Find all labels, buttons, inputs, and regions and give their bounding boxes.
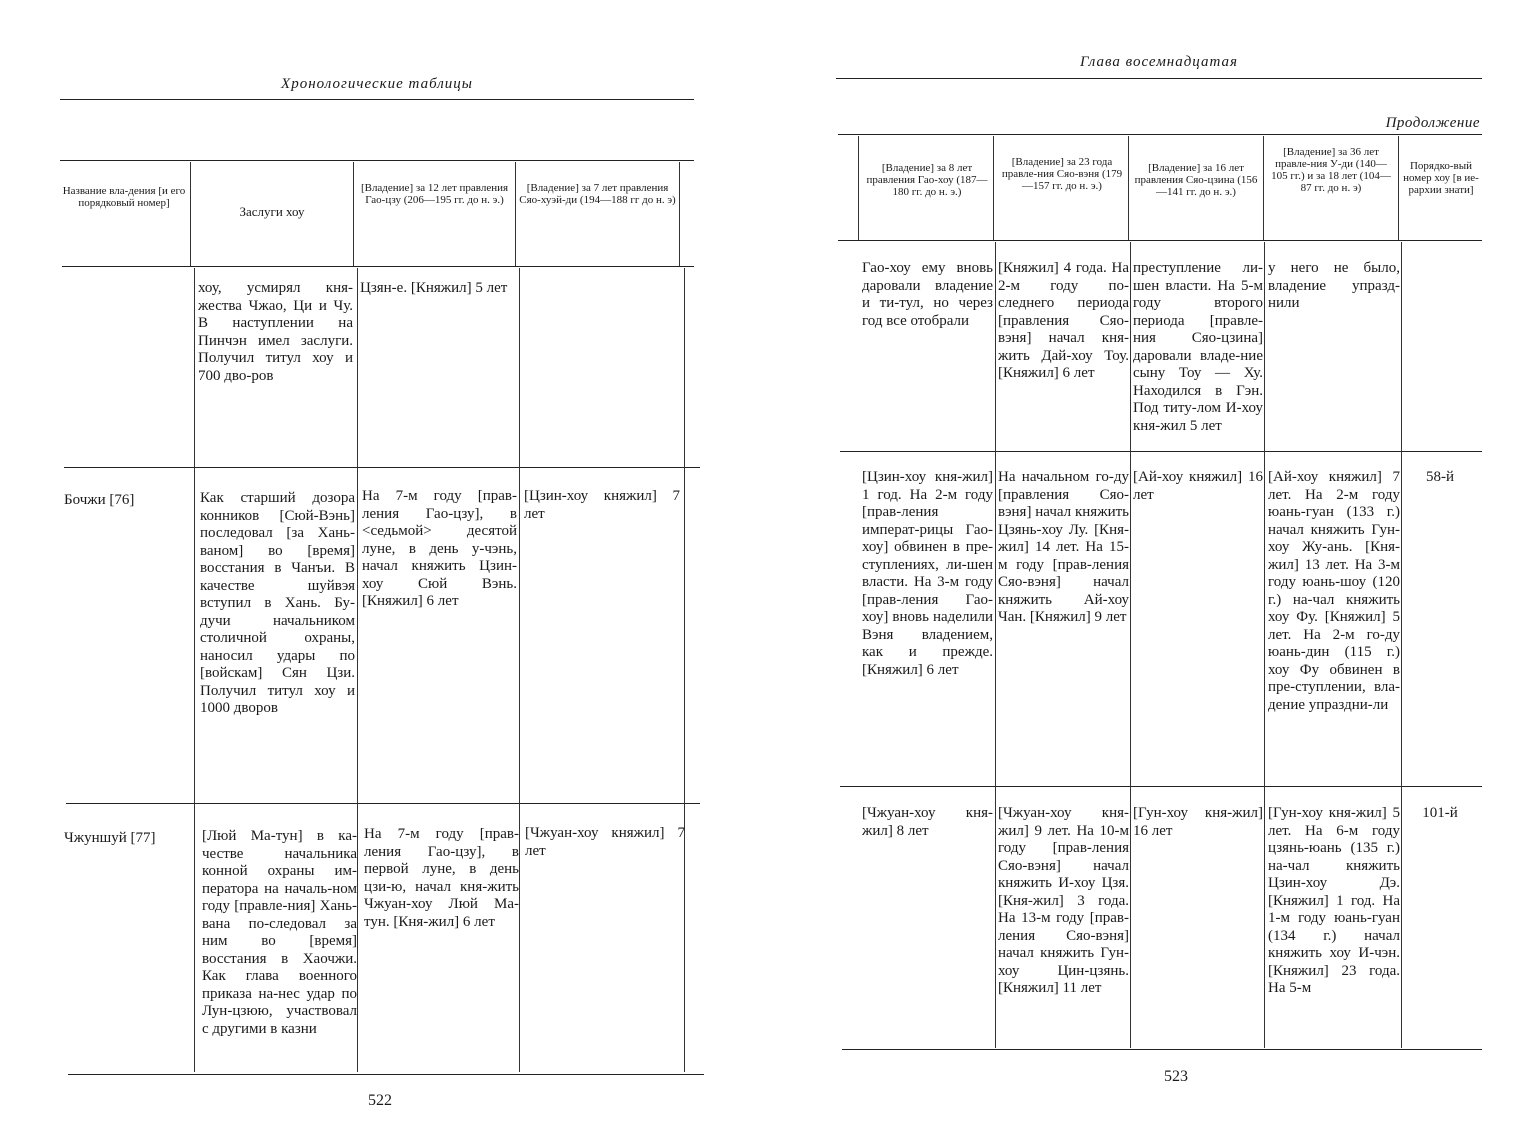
left-page	[0, 0, 760, 1138]
row-rule	[840, 786, 1482, 787]
column-line	[353, 162, 354, 266]
column-line	[1264, 242, 1265, 1048]
column-header-merits: Заслуги хоу	[239, 204, 305, 219]
column-header-wudi: [Владение] за 36 лет правле-ния У-ди (140—105 гг.) и за 18 лет (104—87 гг. до н. э)	[1271, 146, 1391, 194]
table-cell: Как старший дозора конников [Сюй-Вэнь] последовал [за Хань-ваном] во [время] восстания в Чанъи. В качестве шуйвэя вступил в Хань. Бу-дучи начальником столичной охраны, наносил удары по [войскам] Сян Цзи. Получил титул хоу и 1000 дворов	[200, 490, 355, 716]
table-bottom-rule	[842, 1049, 1482, 1050]
table-cell: [Люй Ма-тун] в ка-честве начальника конной охраны им-ператора на началь-ном году [правле-ния] Хань-вана по-следовал за ним во [время] восстания в Хаочжи. Как глава военного приказа на-нес удар по Лун-цзюю, участвовал с другими в казни	[202, 828, 357, 1037]
table-cell: 58-й	[1425, 469, 1455, 485]
page-number-right: 523	[1164, 1068, 1188, 1085]
column-line	[1130, 242, 1131, 1048]
header-rule	[60, 99, 694, 100]
right-page	[760, 0, 1522, 1138]
table-cell: [Цзин-хоу княжил] 7 лет	[524, 488, 680, 522]
column-header-xiaojing: [Владение] за 16 лет правления Сяо-цзина (156—141 гг. до н. э.)	[1134, 162, 1258, 198]
table-cell: 101-й	[1422, 805, 1458, 821]
table-cell: [Гун-хоу кня-жил] 16 лет	[1133, 805, 1263, 839]
table-cell: хоу, усмирял кня-жества Чжао, Ци и Чу. В наступлении на Пинчэн имел заслуги. Получил титул хоу и 700 дво-ров	[198, 280, 353, 384]
column-line	[858, 136, 859, 240]
column-line	[1263, 136, 1264, 240]
column-line	[190, 162, 191, 266]
column-line	[194, 268, 195, 1072]
column-line	[1128, 136, 1129, 240]
column-line	[684, 268, 685, 1072]
table-cell: Бочжи [76]	[64, 492, 135, 508]
table-cell: [Княжил] 4 года. На 2-м году по-следнего периода [правления Сяо-вэня] начал кня-жить Дай-хоу Тоу. [Княжил] 6 лет	[998, 260, 1129, 381]
table-cell: [Цзин-хоу кня-жил] 1 год. На 2-м году [прав-ления императ-рицы Гао-хоу] обвинен в пре-ступлениях, ли-шен власти. На 3-м году [прав-ления Гао-хоу] вновь наделили Вэня владением, как и прежде. [Княжил] 6 лет	[862, 469, 993, 678]
row-rule	[840, 451, 1482, 452]
running-head-right: Глава восемнадцатая	[1080, 54, 1238, 70]
column-line	[1398, 136, 1399, 240]
table-cell: [Ай-хоу княжил] 16 лет	[1133, 469, 1263, 503]
table-top-rule	[838, 134, 1482, 135]
table-cell: Гао-хоу ему вновь даровали владение и ти-тул, но через год все отобрали	[862, 260, 993, 329]
column-line	[519, 268, 520, 1072]
column-line	[993, 136, 994, 240]
table-cell: Цзян-е. [Княжил] 5 лет	[360, 280, 508, 296]
table-cell: [Чжуан-хоу княжил] 7 лет	[525, 825, 685, 859]
table-cell: На начальном го-ду [правления Сяо-вэня] начал княжить Цзянь-хоу Лу. [Кня-жил] 14 лет. На 15-м году [прав-ления Сяо-вэня] начал княжить Ай-хоу Чан. [Княжил] 9 лет	[998, 469, 1129, 625]
column-header-name: Название вла-дения [и его порядковый номер]	[62, 185, 186, 209]
row-rule	[66, 803, 700, 804]
table-cell: [Гун-хоу кня-жил] 5 лет. На 6-м году цзянь-юань (135 г.) на-чал княжить Цзин-хоу Дэ. [Княжил] 1 год. На 1-м году юань-гуан (134 г.) начал княжить хоу И-чэн. [Княжил] 23 года. На 5-м	[1268, 805, 1400, 996]
column-header-rank: Порядко-вый номер хоу [в ие-рархии знати]	[1403, 160, 1479, 196]
column-line	[357, 268, 358, 1072]
header-rule	[836, 78, 1482, 79]
table-cell: [Чжуан-хоу кня-жил] 9 лет. На 10-м году [прав-ления Сяо-вэня] начал княжить И-хоу Цзя. [Кня-жил] 3 года. На 13-м году [прав-ления Сяо-вэня] начал княжить Гун-хоу Цин-цзянь. [Княжил] 11 лет	[998, 805, 1129, 996]
column-line	[679, 162, 680, 266]
row-rule	[64, 467, 700, 468]
table-bottom-rule	[68, 1074, 704, 1075]
page-number-left: 522	[368, 1092, 392, 1109]
column-header-gaohou: [Владение] за 8 лет правления Гао-хоу (187—180 гг. до н. э.)	[866, 162, 988, 198]
running-head-left: Хронологические таблицы	[281, 76, 473, 92]
table-cell: у него не было, владение упразд-нили	[1268, 260, 1400, 311]
table-cell: [Чжуан-хоу кня-жил] 8 лет	[862, 805, 993, 839]
column-line	[515, 162, 516, 266]
table-top-rule	[60, 160, 694, 161]
table-cell: Чжуншуй [77]	[64, 830, 156, 846]
table-cell: преступление ли-шен власти. На 5-м году второго периода [правле-ния Сяо-цзина] даровали владе-ние сыну Тоу — Ху. Находился в Гэн. Под титу-лом И-хоу кня-жил 5 лет	[1133, 260, 1263, 434]
continuation-label: Продолжение	[1385, 115, 1480, 131]
column-line	[1401, 242, 1402, 1048]
row-rule	[838, 240, 1482, 241]
table-cell: [Ай-хоу княжил] 7 лет. На 2-м году юань-гуан (133 г.) начал княжить Гун-хоу Жу-ань. [Кня-жил] 13 лет. На 3-м году юань-шоу (120 г.) на-чал княжить хоу Фу. [Княжил] 5 лет. На 2-м го-ду юань-дин (115 г.) хоу Фу обвинен в пре-ступлении, вла-дение упраздни-ли	[1268, 469, 1400, 713]
row-rule	[62, 266, 694, 267]
column-header-xiaowen: [Владение] за 23 года правле-ния Сяо-вэня (179—157 гг. до н. э.)	[1001, 156, 1123, 192]
column-header-xiaohuidi: [Владение] за 7 лет правления Сяо-хуэй-ди (194—188 гг до н. э)	[519, 182, 676, 206]
table-cell: На 7-м году [прав-ления Гао-цзу], в <седьмой> десятой луне, в день у-чэнь, начал княжить Цзин-хоу Сюй Вэнь. [Княжил] 6 лет	[362, 488, 517, 609]
column-line	[995, 242, 996, 1048]
column-header-gaozu: [Владение] за 12 лет правления Гао-цзу (206—195 гг. до н. э.)	[360, 182, 509, 206]
table-cell: На 7-м году [прав-ления Гао-цзу], в первой луне, в день цзи-ю, начал кня-жить Чжуан-хоу Люй Ма-тун. [Кня-жил] 6 лет	[364, 826, 519, 930]
